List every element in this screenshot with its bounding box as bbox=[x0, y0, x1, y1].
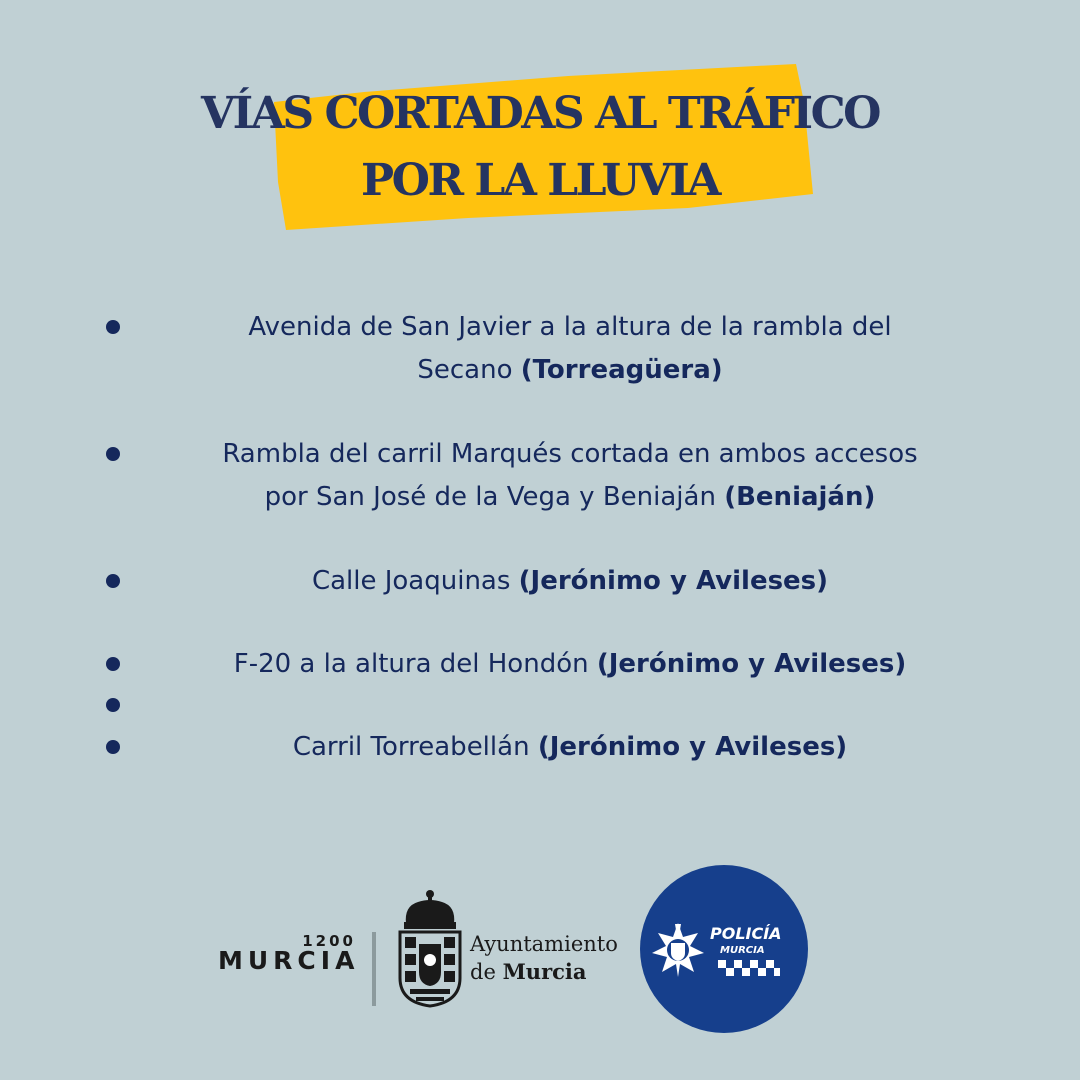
title-line-2: POR LA LLUVIA bbox=[361, 155, 719, 206]
item-2-text-line1: Rambla del carril Marqués cortada en ambos accesos bbox=[222, 439, 918, 469]
item-4-place: (Jerónimo y Avileses) bbox=[596, 649, 907, 679]
police-subtitle: MURCIA bbox=[720, 945, 765, 956]
item-1-text-line1: Avenida de San Javier a la altura de la rambla del bbox=[248, 312, 892, 342]
ayuntamiento-de: de bbox=[470, 960, 496, 984]
murcia-1200-logo bbox=[216, 932, 360, 975]
title-section bbox=[0, 0, 1080, 260]
logo-divider bbox=[372, 932, 376, 1006]
item-2-text-line2: por San José de la Vega y Beniaján bbox=[264, 482, 716, 512]
list-item-5 bbox=[130, 726, 1010, 769]
item-1-place: (Torreagüera) bbox=[520, 355, 723, 385]
ayuntamiento-line1: Ayuntamiento bbox=[470, 932, 618, 956]
item-5-text: Carril Torreabellán bbox=[292, 732, 530, 762]
ayuntamiento-logo-text bbox=[470, 930, 618, 986]
logos-footer bbox=[0, 860, 1080, 1080]
bullet-dot bbox=[106, 320, 120, 334]
bullet-dot bbox=[106, 740, 120, 754]
list-item-3 bbox=[130, 560, 1010, 603]
title-line-1: VÍAS CORTADAS AL TRÁFICO bbox=[201, 88, 879, 139]
item-4-text: F-20 a la altura del Hondón bbox=[233, 649, 589, 679]
list-item-2 bbox=[130, 433, 1010, 519]
police-star-badge-icon bbox=[650, 919, 706, 979]
item-3-place: (Jerónimo y Avileses) bbox=[518, 566, 829, 596]
bullet-dot bbox=[106, 447, 120, 461]
policia-murcia-logo bbox=[640, 865, 808, 1033]
police-title: POLICÍA bbox=[710, 924, 782, 943]
bullet-dot bbox=[106, 657, 120, 671]
checkered-band-icon bbox=[718, 960, 780, 976]
murcia-1200-number: 1200 bbox=[302, 932, 356, 950]
bullet-dot bbox=[106, 574, 120, 588]
item-3-text: Calle Joaquinas bbox=[311, 566, 511, 596]
bullet-dot-empty bbox=[106, 698, 120, 712]
murcia-1200-word: MURCIA bbox=[218, 946, 360, 975]
coat-of-arms-icon bbox=[396, 888, 464, 1008]
ayuntamiento-murcia: Murcia bbox=[502, 959, 587, 984]
list-item-4 bbox=[130, 643, 1010, 686]
list-item-1 bbox=[130, 306, 1010, 392]
item-5-place: (Jerónimo y Avileses) bbox=[537, 732, 848, 762]
item-2-place: (Beniaján) bbox=[724, 482, 876, 512]
ayuntamiento-line2 bbox=[470, 958, 618, 986]
item-1-text-line2: Secano bbox=[417, 355, 513, 385]
